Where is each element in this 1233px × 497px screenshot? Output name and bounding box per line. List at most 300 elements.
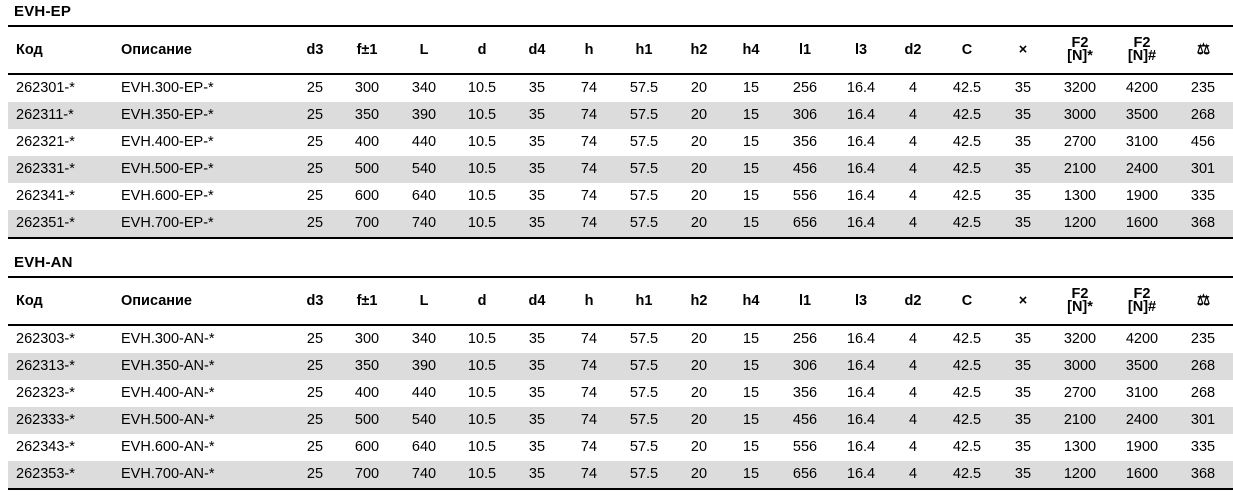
cell-L: 740 <box>395 461 453 489</box>
cell-l1: 356 <box>777 380 833 407</box>
cell-d3: 25 <box>291 407 339 434</box>
header-row <box>8 26 1233 74</box>
col-header-f2-hash <box>1111 26 1173 74</box>
cell-C: 42.5 <box>937 156 997 183</box>
cell-code: 262341-* <box>8 183 113 210</box>
table-row <box>8 183 1233 210</box>
cell-h2: 20 <box>673 461 725 489</box>
cell-x: 35 <box>997 102 1049 129</box>
cell-h2: 20 <box>673 210 725 238</box>
table-body <box>8 74 1233 238</box>
cell-l1: 306 <box>777 102 833 129</box>
cell-h2: 20 <box>673 353 725 380</box>
cell-code: 262313-* <box>8 353 113 380</box>
cell-d4: 35 <box>511 407 563 434</box>
cell-weight: 335 <box>1173 183 1233 210</box>
col-header-l3: l3 <box>833 26 889 74</box>
col-header-f2-star-line1: F2 <box>1071 286 1089 302</box>
cell-f: 400 <box>339 380 395 407</box>
col-header-f2-star-line2: [N]* <box>1067 299 1093 315</box>
cell-d: 10.5 <box>453 325 511 353</box>
cell-d: 10.5 <box>453 380 511 407</box>
col-header-weight <box>1173 26 1233 74</box>
cell-description: EVH.300-AN-* <box>113 325 291 353</box>
cell-weight: 301 <box>1173 407 1233 434</box>
col-header-h4: h4 <box>725 26 777 74</box>
cell-d4: 35 <box>511 210 563 238</box>
header-row <box>8 277 1233 325</box>
cell-x: 35 <box>997 353 1049 380</box>
cell-h4: 15 <box>725 102 777 129</box>
cell-x: 35 <box>997 325 1049 353</box>
cell-weight: 335 <box>1173 434 1233 461</box>
cell-f: 600 <box>339 434 395 461</box>
cell-l1: 556 <box>777 434 833 461</box>
col-header-d3: d3 <box>291 26 339 74</box>
table-header <box>8 277 1233 325</box>
cell-weight: 268 <box>1173 102 1233 129</box>
cell-h2: 20 <box>673 183 725 210</box>
cell-d3: 25 <box>291 210 339 238</box>
cell-weight: 456 <box>1173 129 1233 156</box>
cell-d: 10.5 <box>453 129 511 156</box>
cell-L: 640 <box>395 434 453 461</box>
cell-l1: 356 <box>777 129 833 156</box>
cell-h: 74 <box>563 461 615 489</box>
cell-d4: 35 <box>511 156 563 183</box>
cell-C: 42.5 <box>937 183 997 210</box>
cell-C: 42.5 <box>937 74 997 102</box>
cell-h1: 57.5 <box>615 325 673 353</box>
cell-L: 340 <box>395 74 453 102</box>
cell-f2-hash: 1600 <box>1111 461 1173 489</box>
cell-f2-hash: 1900 <box>1111 434 1173 461</box>
weight-icon: ⚖ <box>1196 41 1210 58</box>
col-header-d: d <box>453 277 511 325</box>
cell-x: 35 <box>997 407 1049 434</box>
cell-description: EVH.600-EP-* <box>113 183 291 210</box>
cell-x: 35 <box>997 129 1049 156</box>
cell-code: 262303-* <box>8 325 113 353</box>
cell-L: 390 <box>395 353 453 380</box>
cell-h: 74 <box>563 325 615 353</box>
cell-f: 350 <box>339 102 395 129</box>
cell-description: EVH.500-EP-* <box>113 156 291 183</box>
cell-L: 540 <box>395 407 453 434</box>
cell-d: 10.5 <box>453 210 511 238</box>
cell-code: 262323-* <box>8 380 113 407</box>
cell-f: 500 <box>339 156 395 183</box>
cell-f2-star: 2100 <box>1049 156 1111 183</box>
cell-h4: 15 <box>725 183 777 210</box>
cell-d4: 35 <box>511 461 563 489</box>
cell-d: 10.5 <box>453 353 511 380</box>
cell-f2-star: 3200 <box>1049 325 1111 353</box>
col-header-d4: d4 <box>511 26 563 74</box>
cell-h4: 15 <box>725 353 777 380</box>
col-header-code: Код <box>8 277 113 325</box>
cell-l1: 656 <box>777 210 833 238</box>
cell-h: 74 <box>563 129 615 156</box>
col-header-f2-hash-line2: [N]# <box>1127 299 1157 315</box>
col-header-l1: l1 <box>777 277 833 325</box>
cell-d2: 4 <box>889 434 937 461</box>
cell-C: 42.5 <box>937 353 997 380</box>
cell-d3: 25 <box>291 156 339 183</box>
cell-l3: 16.4 <box>833 183 889 210</box>
cell-d4: 35 <box>511 129 563 156</box>
cell-d3: 25 <box>291 183 339 210</box>
cell-f: 300 <box>339 74 395 102</box>
cell-l3: 16.4 <box>833 380 889 407</box>
cell-h1: 57.5 <box>615 353 673 380</box>
cell-h1: 57.5 <box>615 102 673 129</box>
cell-L: 340 <box>395 325 453 353</box>
cell-d2: 4 <box>889 210 937 238</box>
cell-d: 10.5 <box>453 156 511 183</box>
cell-f2-hash: 4200 <box>1111 325 1173 353</box>
cell-h1: 57.5 <box>615 461 673 489</box>
cell-d4: 35 <box>511 434 563 461</box>
cell-h: 74 <box>563 74 615 102</box>
col-header-f2-hash-line2: [N]# <box>1127 48 1157 64</box>
col-header-L: L <box>395 277 453 325</box>
cell-l3: 16.4 <box>833 353 889 380</box>
cell-h4: 15 <box>725 380 777 407</box>
table-header <box>8 26 1233 74</box>
cell-l1: 656 <box>777 461 833 489</box>
cell-x: 35 <box>997 434 1049 461</box>
col-header-h4: h4 <box>725 277 777 325</box>
cell-f2-star: 2700 <box>1049 129 1111 156</box>
cell-d2: 4 <box>889 102 937 129</box>
cell-L: 440 <box>395 380 453 407</box>
col-header-f2-star-line1: F2 <box>1071 35 1089 51</box>
cell-code: 262353-* <box>8 461 113 489</box>
cell-f2-hash: 3100 <box>1111 380 1173 407</box>
cell-f2-star: 3200 <box>1049 74 1111 102</box>
cell-h1: 57.5 <box>615 156 673 183</box>
cell-f2-hash: 3500 <box>1111 353 1173 380</box>
cell-C: 42.5 <box>937 380 997 407</box>
col-header-L: L <box>395 26 453 74</box>
cell-f2-hash: 2400 <box>1111 407 1173 434</box>
table-row <box>8 325 1233 353</box>
col-header-f2-hash-line1: F2 <box>1133 286 1151 302</box>
cell-h2: 20 <box>673 102 725 129</box>
cell-f2-hash: 1600 <box>1111 210 1173 238</box>
cell-L: 390 <box>395 102 453 129</box>
cell-l3: 16.4 <box>833 461 889 489</box>
cell-h2: 20 <box>673 156 725 183</box>
cell-l1: 306 <box>777 353 833 380</box>
cell-C: 42.5 <box>937 210 997 238</box>
section-title: EVH-AN <box>14 254 73 271</box>
cell-d3: 25 <box>291 353 339 380</box>
cell-f2-hash: 3500 <box>1111 102 1173 129</box>
cell-d2: 4 <box>889 156 937 183</box>
table-row <box>8 461 1233 489</box>
cell-weight: 268 <box>1173 380 1233 407</box>
cell-l1: 256 <box>777 325 833 353</box>
spec-table <box>8 276 1233 490</box>
weight-icon: ⚖ <box>1196 292 1210 309</box>
col-header-f2-star <box>1049 277 1111 325</box>
cell-d3: 25 <box>291 102 339 129</box>
table-row <box>8 407 1233 434</box>
cell-x: 35 <box>997 210 1049 238</box>
cell-f2-hash: 3100 <box>1111 129 1173 156</box>
cell-f2-star: 2100 <box>1049 407 1111 434</box>
cell-h: 74 <box>563 380 615 407</box>
cell-h2: 20 <box>673 129 725 156</box>
cell-h: 74 <box>563 353 615 380</box>
cell-description: EVH.350-AN-* <box>113 353 291 380</box>
cell-l1: 456 <box>777 407 833 434</box>
cell-description: EVH.400-EP-* <box>113 129 291 156</box>
cell-f2-star: 1200 <box>1049 461 1111 489</box>
cell-h1: 57.5 <box>615 210 673 238</box>
cell-h4: 15 <box>725 156 777 183</box>
col-header-f2-hash-line1: F2 <box>1133 35 1151 51</box>
cell-d3: 25 <box>291 325 339 353</box>
table-row <box>8 74 1233 102</box>
cell-description: EVH.700-EP-* <box>113 210 291 238</box>
cell-l3: 16.4 <box>833 210 889 238</box>
cell-code: 262333-* <box>8 407 113 434</box>
cell-L: 740 <box>395 210 453 238</box>
cell-h: 74 <box>563 183 615 210</box>
cell-description: EVH.500-AN-* <box>113 407 291 434</box>
cell-weight: 268 <box>1173 353 1233 380</box>
cell-h2: 20 <box>673 325 725 353</box>
cell-d4: 35 <box>511 380 563 407</box>
cell-l1: 556 <box>777 183 833 210</box>
cell-C: 42.5 <box>937 129 997 156</box>
cell-weight: 368 <box>1173 461 1233 489</box>
col-header-h: h <box>563 277 615 325</box>
cell-h4: 15 <box>725 325 777 353</box>
col-header-description: Описание <box>113 26 291 74</box>
cell-x: 35 <box>997 380 1049 407</box>
cell-l1: 256 <box>777 74 833 102</box>
cell-f2-star: 1300 <box>1049 434 1111 461</box>
cell-h2: 20 <box>673 434 725 461</box>
cell-h: 74 <box>563 407 615 434</box>
cell-h1: 57.5 <box>615 183 673 210</box>
cell-d2: 4 <box>889 407 937 434</box>
cell-description: EVH.350-EP-* <box>113 102 291 129</box>
cell-h4: 15 <box>725 434 777 461</box>
cell-f: 500 <box>339 407 395 434</box>
col-header-d2: d2 <box>889 26 937 74</box>
table-row <box>8 129 1233 156</box>
col-header-f: f±1 <box>339 26 395 74</box>
cell-f2-star: 3000 <box>1049 102 1111 129</box>
cell-l3: 16.4 <box>833 407 889 434</box>
section-evh-ep <box>8 3 1216 239</box>
cell-x: 35 <box>997 461 1049 489</box>
cell-d: 10.5 <box>453 183 511 210</box>
table-row <box>8 380 1233 407</box>
col-header-weight <box>1173 277 1233 325</box>
col-header-h2: h2 <box>673 277 725 325</box>
col-header-f2-star <box>1049 26 1111 74</box>
cell-d3: 25 <box>291 74 339 102</box>
cell-h: 74 <box>563 102 615 129</box>
cell-C: 42.5 <box>937 102 997 129</box>
cell-h4: 15 <box>725 210 777 238</box>
cell-f2-hash: 2400 <box>1111 156 1173 183</box>
col-header-h2: h2 <box>673 26 725 74</box>
cell-description: EVH.700-AN-* <box>113 461 291 489</box>
cell-weight: 368 <box>1173 210 1233 238</box>
cell-d: 10.5 <box>453 461 511 489</box>
col-header-description: Описание <box>113 277 291 325</box>
col-header-f2-star-line2: [N]* <box>1067 48 1093 64</box>
cell-x: 35 <box>997 183 1049 210</box>
col-header-C: C <box>937 26 997 74</box>
cell-f2-star: 2700 <box>1049 380 1111 407</box>
cell-h1: 57.5 <box>615 129 673 156</box>
cell-d4: 35 <box>511 102 563 129</box>
cell-h2: 20 <box>673 74 725 102</box>
cell-l3: 16.4 <box>833 325 889 353</box>
cell-h4: 15 <box>725 461 777 489</box>
cell-h1: 57.5 <box>615 407 673 434</box>
cell-C: 42.5 <box>937 461 997 489</box>
cell-L: 640 <box>395 183 453 210</box>
cell-f: 300 <box>339 325 395 353</box>
table-row <box>8 210 1233 238</box>
cell-f: 700 <box>339 461 395 489</box>
cell-weight: 301 <box>1173 156 1233 183</box>
cell-l3: 16.4 <box>833 434 889 461</box>
cell-d3: 25 <box>291 129 339 156</box>
col-header-h: h <box>563 26 615 74</box>
col-header-h1: h1 <box>615 277 673 325</box>
col-header-h1: h1 <box>615 26 673 74</box>
cell-d4: 35 <box>511 353 563 380</box>
table-body <box>8 325 1233 489</box>
cell-d3: 25 <box>291 434 339 461</box>
cell-code: 262311-* <box>8 102 113 129</box>
cell-d3: 25 <box>291 461 339 489</box>
cell-d: 10.5 <box>453 434 511 461</box>
cell-h2: 20 <box>673 407 725 434</box>
cell-x: 35 <box>997 74 1049 102</box>
cell-L: 440 <box>395 129 453 156</box>
cell-l1: 456 <box>777 156 833 183</box>
cell-weight: 235 <box>1173 325 1233 353</box>
cell-h: 74 <box>563 434 615 461</box>
cell-L: 540 <box>395 156 453 183</box>
cell-d2: 4 <box>889 325 937 353</box>
table-row <box>8 102 1233 129</box>
cell-d: 10.5 <box>453 407 511 434</box>
cell-d: 10.5 <box>453 102 511 129</box>
cell-d4: 35 <box>511 325 563 353</box>
cell-code: 262343-* <box>8 434 113 461</box>
col-header-l1: l1 <box>777 26 833 74</box>
cell-d2: 4 <box>889 74 937 102</box>
cell-f2-hash: 1900 <box>1111 183 1173 210</box>
cell-h1: 57.5 <box>615 434 673 461</box>
cell-h: 74 <box>563 156 615 183</box>
cell-f2-hash: 4200 <box>1111 74 1173 102</box>
cell-d2: 4 <box>889 183 937 210</box>
cell-description: EVH.400-AN-* <box>113 380 291 407</box>
cell-h4: 15 <box>725 407 777 434</box>
cell-d4: 35 <box>511 74 563 102</box>
cell-f: 700 <box>339 210 395 238</box>
col-header-f: f±1 <box>339 277 395 325</box>
cell-h1: 57.5 <box>615 380 673 407</box>
cell-h: 74 <box>563 210 615 238</box>
col-header-C: C <box>937 277 997 325</box>
section-evh-an <box>8 254 1216 490</box>
col-header-f2-hash <box>1111 277 1173 325</box>
cell-h4: 15 <box>725 74 777 102</box>
cell-weight: 235 <box>1173 74 1233 102</box>
col-header-d2: d2 <box>889 277 937 325</box>
cell-l3: 16.4 <box>833 156 889 183</box>
cell-d2: 4 <box>889 353 937 380</box>
cell-C: 42.5 <box>937 434 997 461</box>
cell-d3: 25 <box>291 380 339 407</box>
section-title: EVH-EP <box>14 3 72 20</box>
cell-C: 42.5 <box>937 325 997 353</box>
cell-l3: 16.4 <box>833 74 889 102</box>
col-header-x: × <box>997 277 1049 325</box>
cell-d2: 4 <box>889 461 937 489</box>
spec-table <box>8 25 1233 239</box>
col-header-l3: l3 <box>833 277 889 325</box>
cell-f2-star: 1300 <box>1049 183 1111 210</box>
cell-d2: 4 <box>889 380 937 407</box>
col-header-code: Код <box>8 26 113 74</box>
cell-f2-star: 1200 <box>1049 210 1111 238</box>
cell-description: EVH.300-EP-* <box>113 74 291 102</box>
col-header-d3: d3 <box>291 277 339 325</box>
table-row <box>8 353 1233 380</box>
cell-description: EVH.600-AN-* <box>113 434 291 461</box>
cell-code: 262331-* <box>8 156 113 183</box>
table-row <box>8 156 1233 183</box>
cell-l3: 16.4 <box>833 129 889 156</box>
cell-C: 42.5 <box>937 407 997 434</box>
cell-code: 262301-* <box>8 74 113 102</box>
col-header-x: × <box>997 26 1049 74</box>
cell-h4: 15 <box>725 129 777 156</box>
cell-f: 600 <box>339 183 395 210</box>
cell-d4: 35 <box>511 183 563 210</box>
cell-h1: 57.5 <box>615 74 673 102</box>
cell-f: 400 <box>339 129 395 156</box>
cell-code: 262321-* <box>8 129 113 156</box>
cell-f2-star: 3000 <box>1049 353 1111 380</box>
table-row <box>8 434 1233 461</box>
col-header-d: d <box>453 26 511 74</box>
cell-x: 35 <box>997 156 1049 183</box>
col-header-d4: d4 <box>511 277 563 325</box>
cell-f: 350 <box>339 353 395 380</box>
cell-h2: 20 <box>673 380 725 407</box>
cell-d2: 4 <box>889 129 937 156</box>
cell-code: 262351-* <box>8 210 113 238</box>
cell-l3: 16.4 <box>833 102 889 129</box>
cell-d: 10.5 <box>453 74 511 102</box>
